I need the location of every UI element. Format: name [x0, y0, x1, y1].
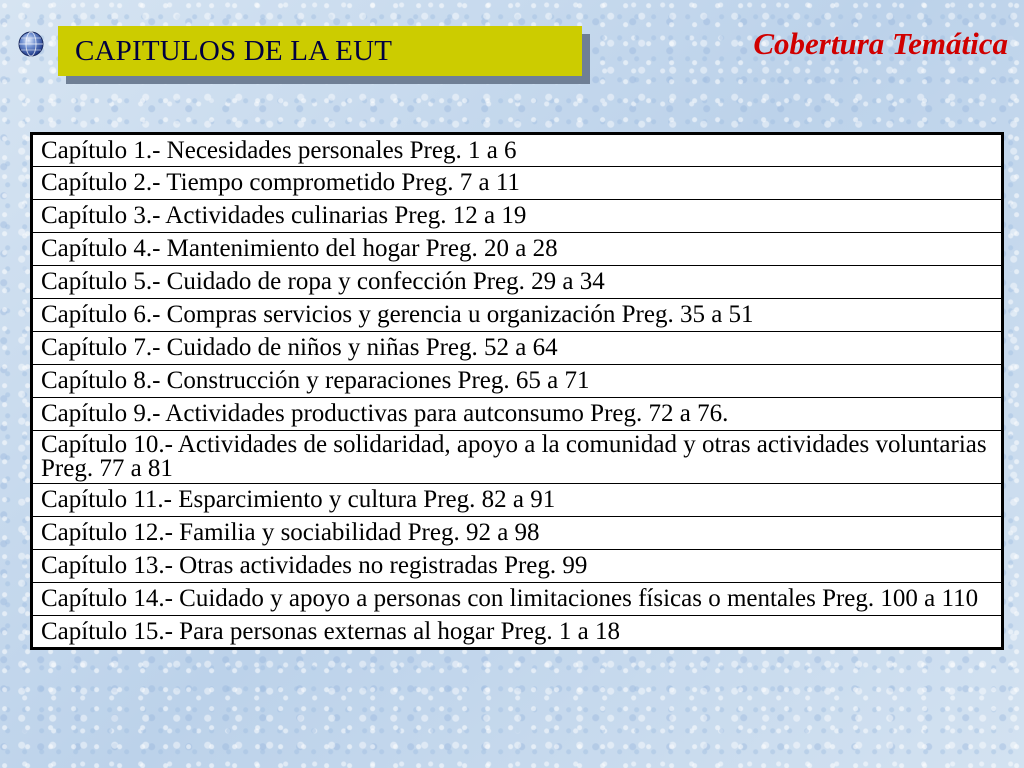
chapter-cell: Capítulo 10.- Actividades de solidaridad, apoyo a la comunidad y otras actividades voluntarias Preg. 77 a 81 [32, 431, 1003, 484]
chapter-cell: Capítulo 1.- Necesidades personales Preg. 1 a 6 [32, 134, 1003, 167]
table-row [32, 398, 1003, 431]
table-row [32, 233, 1003, 266]
table-row [32, 550, 1003, 583]
chapter-cell: Capítulo 11.- Esparcimiento y cultura Preg. 82 a 91 [32, 484, 1003, 517]
chapter-cell: Capítulo 5.- Cuidado de ropa y confección Preg. 29 a 34 [32, 266, 1003, 299]
slide-subtitle: Cobertura Temática [753, 26, 1008, 61]
chapter-cell: Capítulo 12.- Familia y sociabilidad Preg. 92 a 98 [32, 517, 1003, 550]
title-box [58, 26, 582, 76]
table-row [32, 517, 1003, 550]
slide-title: CAPITULOS DE LA EUT [75, 34, 393, 67]
chapter-cell: Capítulo 2.- Tiempo comprometido Preg. 7 a 11 [32, 167, 1003, 200]
table-row [32, 200, 1003, 233]
table-row [32, 134, 1003, 167]
table-row [32, 583, 1003, 616]
table-row [32, 365, 1003, 398]
chapter-cell: Capítulo 15.- Para personas externas al hogar Preg. 1 a 18 [32, 616, 1003, 649]
globe-bullet-icon [17, 30, 45, 58]
chapter-cell: Capítulo 4.- Mantenimiento del hogar Preg. 20 a 28 [32, 233, 1003, 266]
table-row [32, 484, 1003, 517]
chapter-cell: Capítulo 6.- Compras servicios y gerencia u organización Preg. 35 a 51 [32, 299, 1003, 332]
chapters-table [30, 132, 1004, 650]
table-row [32, 332, 1003, 365]
chapter-cell: Capítulo 8.- Construcción y reparaciones Preg. 65 a 71 [32, 365, 1003, 398]
table-row [32, 167, 1003, 200]
table-row [32, 299, 1003, 332]
table-row [32, 266, 1003, 299]
chapter-cell: Capítulo 13.- Otras actividades no registradas Preg. 99 [32, 550, 1003, 583]
table-row [32, 616, 1003, 649]
chapter-cell: Capítulo 14.- Cuidado y apoyo a personas con limitaciones físicas o mentales Preg. 100 a 110 [32, 583, 1003, 616]
chapter-cell: Capítulo 7.- Cuidado de niños y niñas Preg. 52 a 64 [32, 332, 1003, 365]
chapter-cell: Capítulo 3.- Actividades culinarias Preg. 12 a 19 [32, 200, 1003, 233]
chapter-cell: Capítulo 9.- Actividades productivas para autconsumo Preg. 72 a 76. [32, 398, 1003, 431]
table-row [32, 431, 1003, 484]
